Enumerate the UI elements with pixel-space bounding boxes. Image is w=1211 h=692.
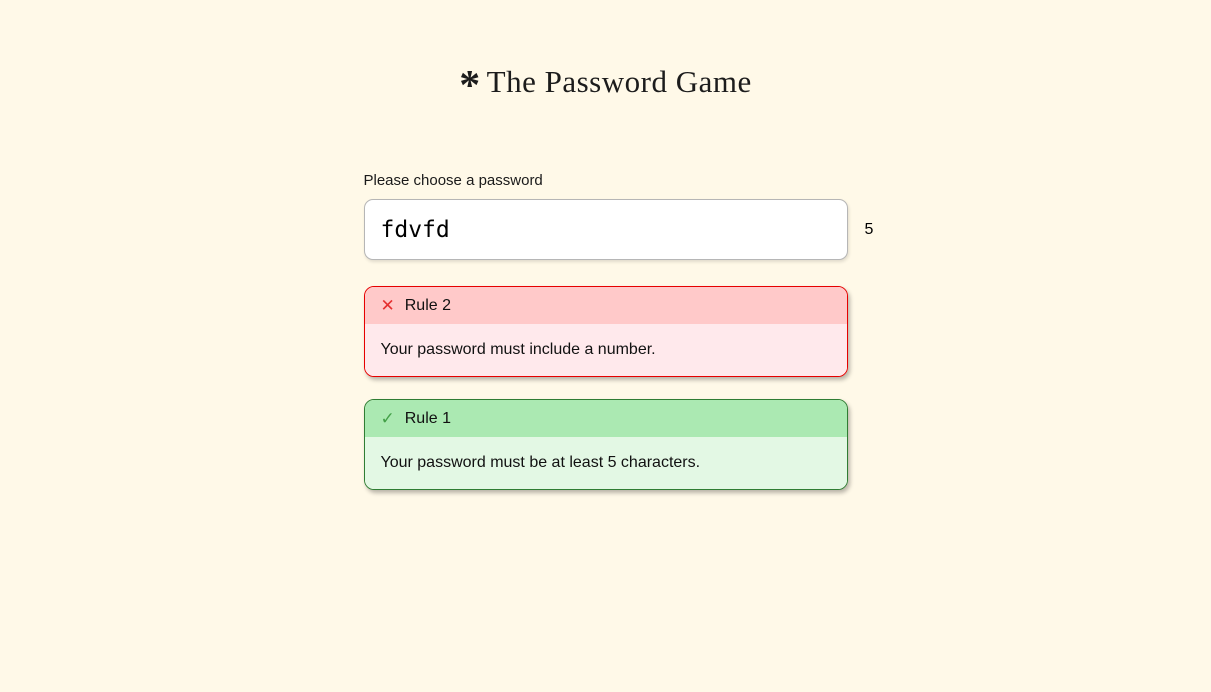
rule-2-title: Rule 2: [404, 296, 451, 314]
rule-1-header: [365, 400, 847, 437]
password-field-label: Please choose a password: [363, 172, 543, 189]
content-column: [363, 172, 874, 490]
page-title-text: The Password Game: [486, 64, 752, 99]
x-icon: ✕: [380, 296, 395, 315]
char-count: 5: [864, 220, 874, 238]
rule-1-title: Rule 1: [404, 409, 451, 427]
check-icon: ✓: [380, 409, 395, 428]
rule-2-header: [365, 287, 847, 324]
rule-1-description: Your password must be at least 5 characters.: [365, 437, 847, 489]
rule-card-rule-1: [364, 399, 848, 490]
password-input[interactable]: [364, 199, 848, 260]
page-title: * The Password Game: [459, 62, 752, 109]
rule-2-description: Your password must include a number.: [365, 324, 847, 376]
rule-card-rule-2: [364, 286, 848, 377]
rules-list: [364, 286, 848, 490]
password-input-row: [364, 199, 874, 260]
